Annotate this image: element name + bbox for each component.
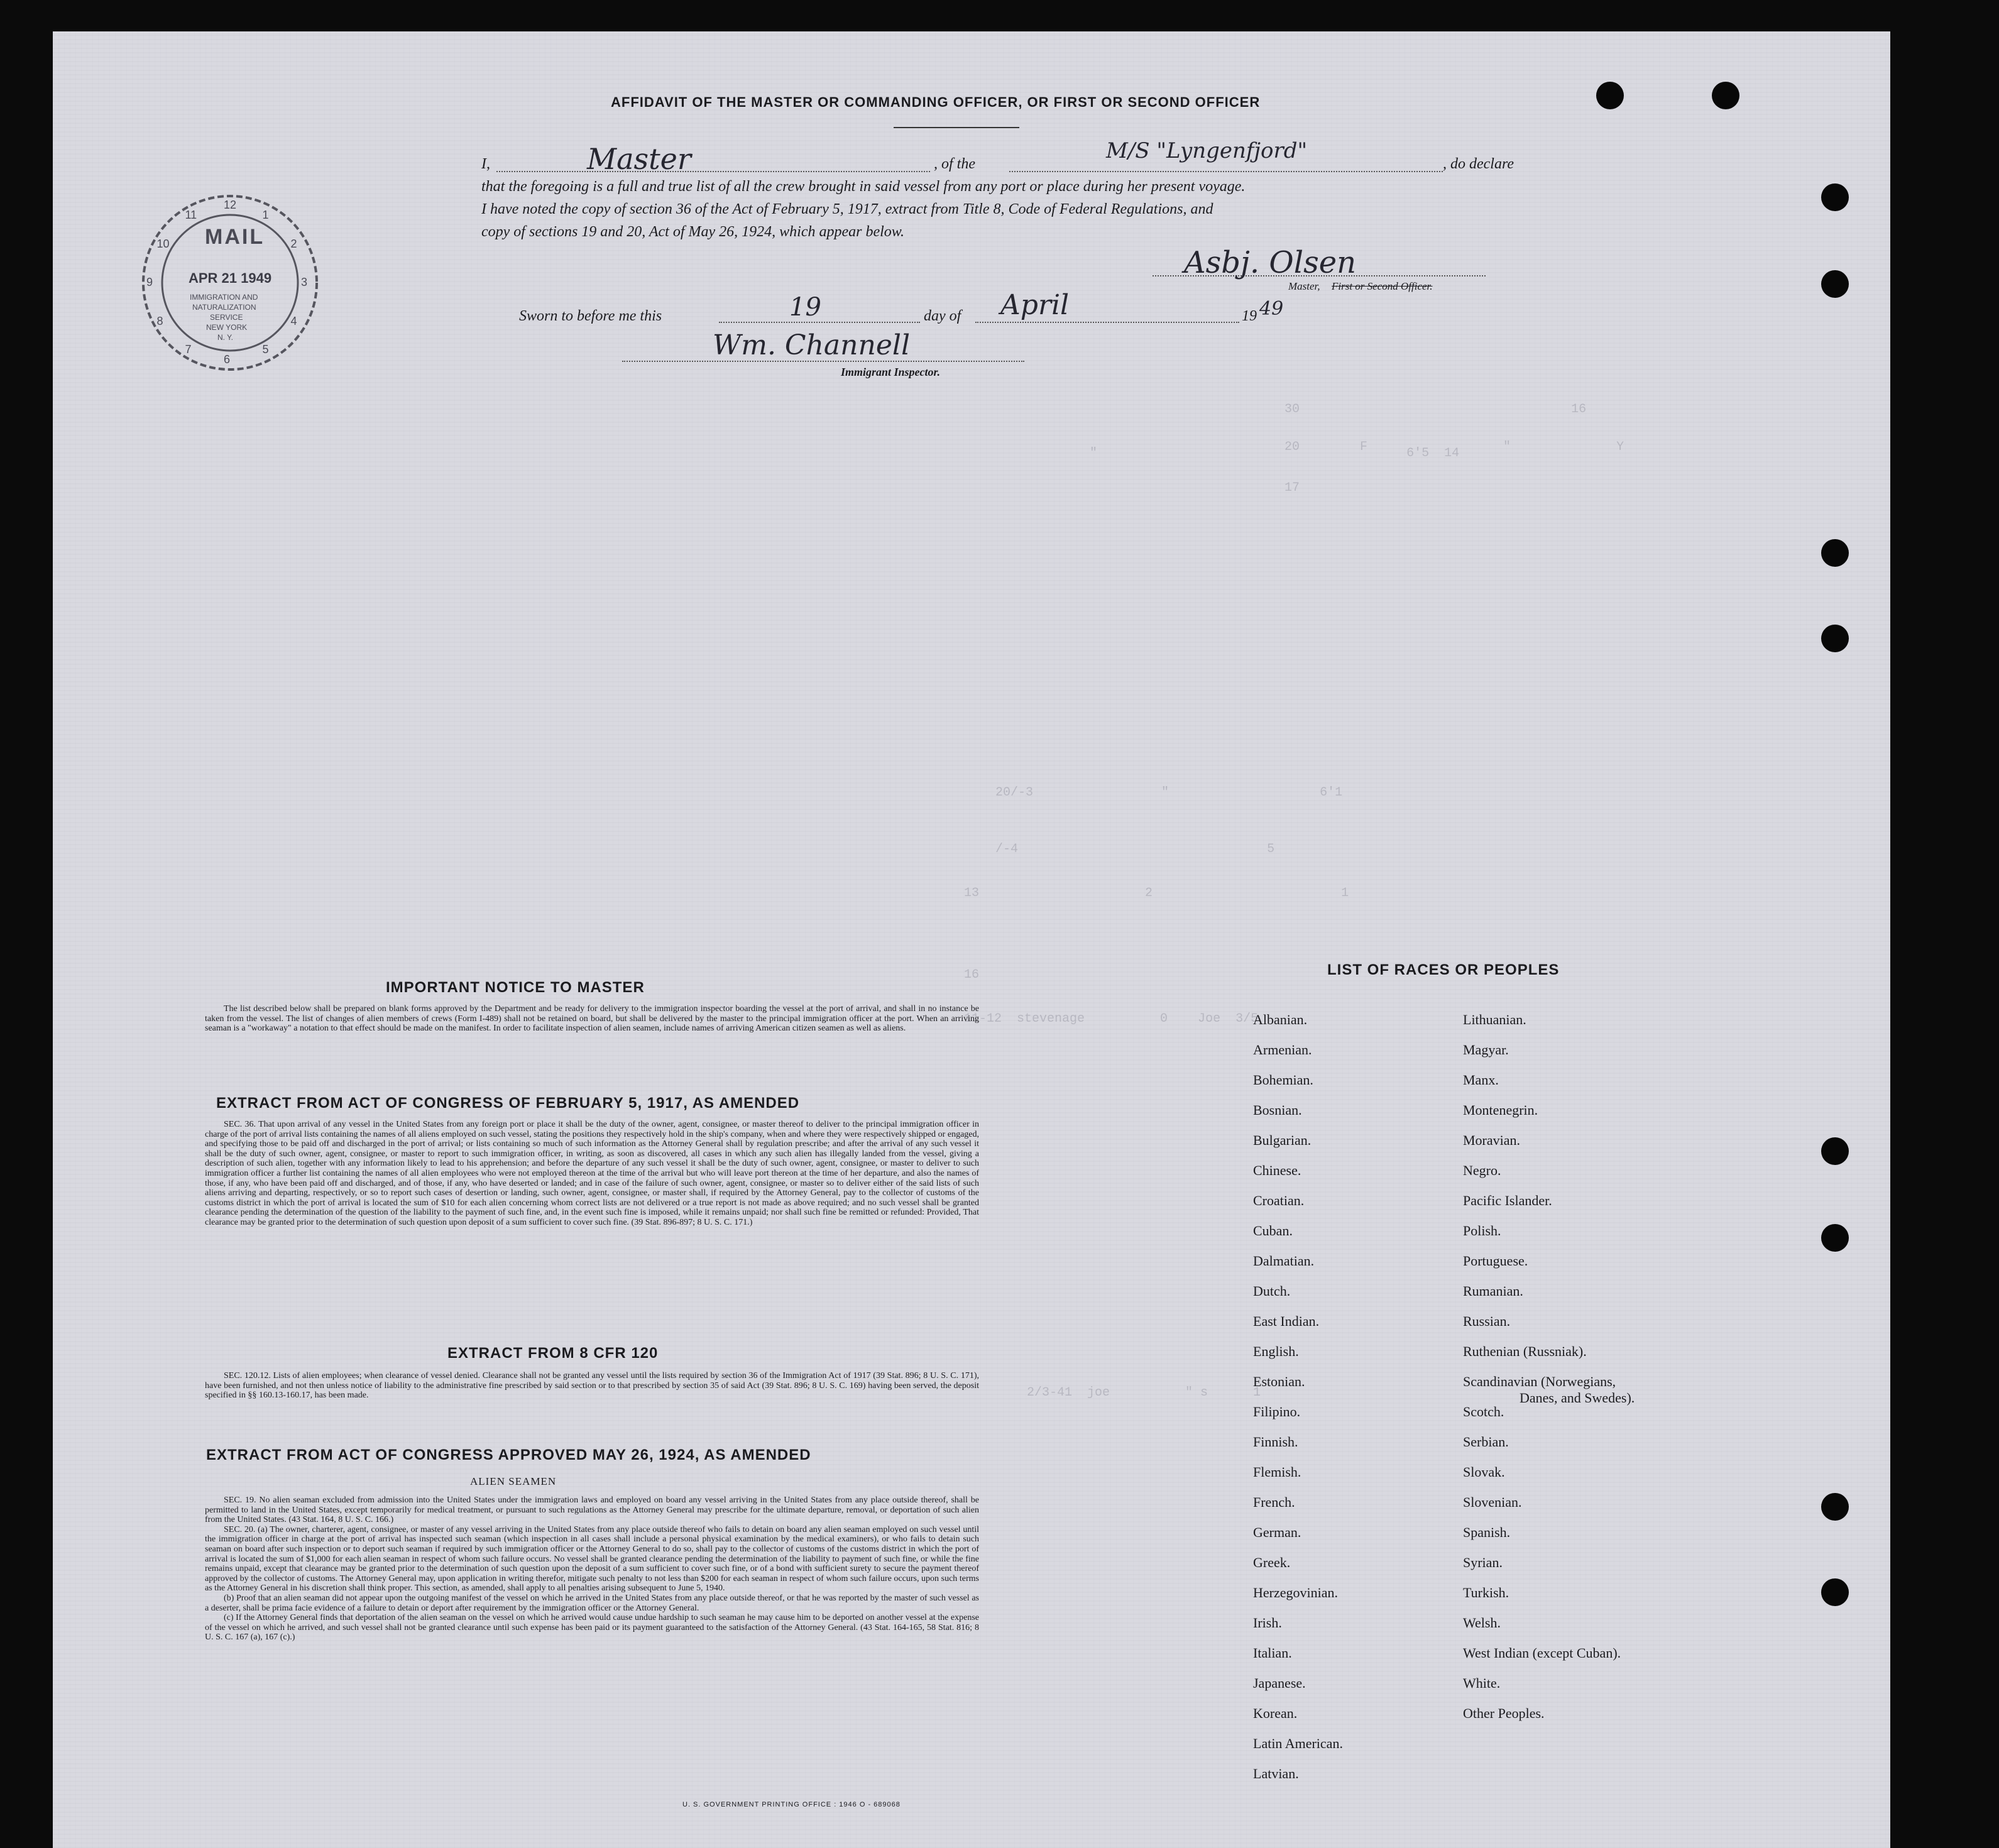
- notice-title: IMPORTANT NOTICE TO MASTER: [386, 979, 645, 996]
- race-item: Moravian.: [1463, 1132, 1521, 1148]
- race-item: Bohemian.: [1253, 1072, 1313, 1088]
- vessel-name-field[interactable]: M/S "Lyngenfjord": [1106, 138, 1308, 163]
- document-page: 30 16 20 F " Y 17 " 6'5 14 20/-3 " 6'1 /-4 5 13 2 1 16 11-12 stevenage 0 Joe 3/5 2/3-41 joe " s 1 AFFIDAVIT OF THE MASTER OR COMMANDING OFFICER, OR FIRST OR SECOND OFFICER I, Master , of the M/S "Lyngenfjord" , do declare that the foregoing is a full and true list of all the crew brought in said vessel from any port or place during her present voyage. I have noted the copy of section 36 of the Act of February 5, 1917, extract from Title 8, Code of Federal Regulations, and copy of sections 19 and 20, Act of May 26, 1924, which appear below. Asbj. Olsen Master, First or Second Officer. Sworn to before me this 19 day of April 19 49 Wm. Channell Immigrant Inspector. MAIL APR 21 1949 IMMIGRATION AND NATURALIZATION SERVICE NEW YORK N. Y. 12 1 2 3 4 5 6 7 8 9 10 11 IMPORTANT NOTICE TO MASTER The list described below shall be prepared on blank forms approved by the Department and be ready for delivery to the immigration inspector boarding the vessel at the port of arrival, and shall in no instance be taken from the vessel. The list of changes of alien members of crews (Form I-489) shall not be retained on board, but shall be delivered by the master to the principal immigration officer at the port. When an arriving seaman is a "workaway" a notation to that effect should be made on the manifest. In order to facilitate inspection of alien seamen, include names of arriving American citizen seamen as well as aliens. EXTRACT FROM ACT OF CONGRESS OF FEBRUARY 5, 1917, AS AMENDED SEC. 36. That upon arrival of any vessel in the United States from any foreign port or place it shall be the duty of the owner, agent, consignee, or master thereof to deliver to the principal immigration officer in charge of the port of arrival lists containing the names of all aliens employed on such vessel, stating the positions they respectively hold in the ship's company, when and where they were respectively shipped or engaged, and specifying those to be paid off and discharged in the port of arrival; or lists containing so much of such information as the Attorney General shall by regulation prescribe; and after the arrival of any such vessel it shall be the duty of such owner, agent, consignee, or master to report to such immigration officer, in writing, as soon as discovered, all cases in which any such alien has illegally landed from the vessel, giving a description of such alien, together with any information likely to lead to his apprehension; and before the departure of any such vessel it shall be the duty of such owner, agent, consignee, or master to deliver to such immigration officer a further list containing the names of all alien employees who were not employed thereon at the time of the arrival but who will leave port thereon at the time of her departure, and also the names of those, if any, who have been paid off and discharged, and of those, if any, who have deserted or landed; and in case of the failure of such owner, agent, consignee, or master so to deliver either of the said lists of such aliens arriving and departing, respectively, or so to report such cases of desertion or landing, such owner, agent, consignee, or master shall, if required by the Attorney General, pay to the collector of customs of the customs district in which the port of arrival is located the sum of $10 for each alien concerning whom correct lists are not delivered or a true report is not made as above required; and no such vessel shall be granted clearance pending the determination of the question of the liability to the payment of such fine, and, in the event such fine is imposed, while it remains unpaid; nor shall such fine be remitted or refunded: Provided, That clearance may be granted prior to the determination of such question upon deposit of a sum sufficient to cover such fine. (39 Stat. 896-897; 8 U. S. C. 171.) EXTRACT FROM 8 CFR 120 SEC. 120.12. Lists of alien employees; when clearance of vessel denied. Clearance shall not be granted any vessel until the lists required by section 36 of the Immigration Act of 1917 (39 Stat. 896; 8 U. S. C. 171), have been furnished, and not then unless notice of liability to the administrative fine prescribed by said section or to that prescribed by section 35 of said Act (39 Stat. 896; 8 U. S. C. 169) having been served, the deposit specified in §§ 160.13-160.17, has been made. EXTRACT FROM ACT OF CONGRESS APPROVED MAY 26, 1924, AS AMENDED ALIEN SEAMEN SEC. 19. No alien seaman excluded from admission into the United States under the immigration laws and employed on board any vessel arriving in the United States from any place outside thereof, shall be permitted to land in the United States, except temporarily for medical treatment, or pursuant to such regulations as the Attorney General may prescribe for the ultimate departure, removal, or deportation of such alien from the United States. (43 Stat. 164, 8 U. S. C. 166.) SEC. 20. (a) The owner, charterer, agent, consignee, or master of any vessel arriving in the United States from any place outside thereof who fails to detain on board any alien seaman employed on such vessel until the immigration officer in charge at the port of arrival has inspected such seaman (which inspection in all cases shall include a personal physical examination by the medical examiners), or who fails to detain such seaman on board after such inspection or to deport such seaman if required by such immigration officer or the Attorney General to do so, shall pay to the collector of customs of the customs district in which the port of arrival is located the sum of $1,000 for each alien seaman in respect of whom such failure occurs. No vessel shall be granted clearance pending the determination of the liability to payment of such fine, or while the fine remains unpaid, except that clearance may be granted prior to the determination of such question upon the deposit of a sum sufficient to cover such fine, or of a bond with sufficient surety to secure the payment thereof approved by the collector of customs. The Attorney General may, upon application in writing therefor, mitigate such penalty to not less than $200 for each seaman in respect of whom such failure occurs, upon such terms as the Attorney General in his discretion shall think proper. This section, as amended, shall apply to all penalties arising subsequent to June 5, 1940. (b) Proof that an alien seaman did not appear upon the outgoing manifest of the vessel on which he arrived in the United States from any place outside thereof, or that he was reported by the master of such vessel as a deserter, shall be prima facie evidence of a failure to detain or deport after requirement by the immigration officer or the Attorney General. (c) If the Attorney General finds that deportation of the alien seaman on the vessel on which he arrived would cause undue hardship to such seaman he may cause him to be deported on another vessel at the expense of the vessel on which he arrived, and such vessel shall not be granted clearance until such expense has been paid or its payment guaranteed to the satisfaction of the Attorney General. (43 Stat. 164-165, 58 Stat. 816; 8 U. S. C. 167 (a), 167 (c).) U. S. GOVERNMENT PRINTING OFFICE : 1946 O - 689068 LIST OF RACES OR PEOPLES Albanian. Armenian. Bohemian. Bosnian. Bulgarian. Chinese. Croatian. Cuban. Dalmatian. Dutch. East Indian. English. Estonian. Filipino. Finnish. Flemish. French. German. Greek. Herzegovinian. Irish. Italian. Japanese. Korean. Latin American. Latvian. Lithuanian. Magyar. Manx. Montenegrin. Moravian. Negro. Pacific Islander. Polish. Portuguese. Rumanian. Russian. Ruthenian (Russniak). Scandinavian (Norwegians, Danes, and Swedes). Scotch. Serbian. Slovak. Slovenian. Spanish. Syrian. Turkish. Welsh. West Indian (except Cuban). White. Other Peoples.: [53, 31, 1890, 1848]
- sworn-day-line: [719, 322, 920, 323]
- race-item: Bulgarian.: [1253, 1132, 1312, 1148]
- master-caption-a: Master,: [1288, 280, 1320, 292]
- stamp-ring-number: 10: [156, 237, 170, 250]
- stamp-ring-number: 7: [185, 342, 192, 356]
- race-item: Montenegrin.: [1463, 1102, 1538, 1118]
- race-item: Scotch.: [1463, 1404, 1504, 1419]
- race-item: Russian.: [1463, 1313, 1511, 1329]
- stamp-text-5: N. Y.: [217, 333, 233, 342]
- stamp-text-3: SERVICE: [210, 313, 243, 322]
- punch-hole: [1821, 270, 1849, 298]
- race-item: Latin American.: [1253, 1736, 1343, 1751]
- declaration-line-3: I have noted the copy of section 36 of the Act of February 5, 1917, extract from Title 8, Code of Federal Regulations, and: [481, 201, 1213, 217]
- race-item: Armenian.: [1253, 1042, 1312, 1058]
- race-item: Slovenian.: [1463, 1494, 1522, 1510]
- race-item: Italian.: [1253, 1645, 1292, 1661]
- vessel-line: [1009, 171, 1443, 172]
- stamp-ring-number: 8: [156, 314, 163, 327]
- sec-20c-paragraph: (c) If the Attorney General finds that deportation of the alien seaman on the vessel on which he arrived would cause undue hardship to such seaman he may cause him to be deported on another vessel at the expense of the vessel on which he arrived, and such vessel shall not be granted clearance until such expense has been paid or its payment guaranteed to the satisfaction of the Attorney General. (43 Stat. 164-165, 58 Stat. 816; 8 U. S. C. 167 (a), 167 (c).): [205, 1613, 979, 1643]
- race-item: West Indian (except Cuban).: [1463, 1645, 1621, 1661]
- races-title: LIST OF RACES OR PEOPLES: [1327, 961, 1560, 978]
- race-item: Slovak.: [1463, 1464, 1505, 1480]
- race-item: Manx.: [1463, 1072, 1499, 1088]
- stamp-ring-number: 11: [185, 209, 197, 222]
- race-item: English.: [1253, 1343, 1299, 1359]
- master-caption-b: First or Second Officer.: [1332, 280, 1433, 292]
- sworn-month-field[interactable]: April: [1000, 289, 1070, 321]
- inspector-caption: Immigrant Inspector.: [841, 366, 941, 378]
- race-item: Greek.: [1253, 1555, 1291, 1570]
- sworn-label: Sworn to before me this: [519, 308, 662, 324]
- mail-received-stamp: [136, 189, 324, 377]
- race-item: Dutch.: [1253, 1283, 1291, 1299]
- day-of-label: day of: [924, 308, 961, 324]
- race-item: Bosnian.: [1253, 1102, 1302, 1118]
- stamp-ring-number: 12: [224, 199, 237, 211]
- race-item: Other Peoples.: [1463, 1705, 1545, 1721]
- race-item: Albanian.: [1253, 1012, 1308, 1027]
- race-item: Turkish.: [1463, 1585, 1509, 1600]
- stamp-date: APR 21 1949: [189, 270, 272, 286]
- race-item: Herzegovinian.: [1253, 1585, 1338, 1600]
- punch-hole: [1821, 539, 1849, 567]
- extract-cfr-body: [205, 1371, 979, 1401]
- race-item: Korean.: [1253, 1705, 1298, 1721]
- stamp-text-1: IMMIGRATION AND: [190, 293, 258, 302]
- stamp-ring-number: 2: [290, 237, 297, 250]
- race-item: Cuban.: [1253, 1223, 1293, 1238]
- stamp-ring-number: 4: [290, 314, 297, 327]
- stamp-text-2: NATURALIZATION: [192, 303, 256, 312]
- title-underline: [894, 127, 1019, 128]
- race-item: East Indian.: [1253, 1313, 1320, 1329]
- race-item: Syrian.: [1463, 1555, 1503, 1570]
- race-item: Polish.: [1463, 1223, 1501, 1238]
- extract-1917-title: EXTRACT FROM ACT OF CONGRESS OF FEBRUARY 5, 1917, AS AMENDED: [216, 1095, 800, 1112]
- race-item: Scandinavian (Norwegians,: [1463, 1374, 1616, 1389]
- stamp-mail-text: MAIL: [205, 225, 265, 249]
- race-item: Negro.: [1463, 1162, 1501, 1178]
- race-item: German.: [1253, 1524, 1301, 1540]
- race-item: Japanese.: [1253, 1675, 1306, 1691]
- race-item: White.: [1463, 1675, 1501, 1691]
- notice-body: [205, 1004, 979, 1034]
- race-item: Welsh.: [1463, 1615, 1501, 1631]
- punch-hole: [1821, 1493, 1849, 1521]
- race-item: Irish.: [1253, 1615, 1282, 1631]
- sworn-month-line: [975, 322, 1239, 323]
- stamp-text-4: NEW YORK: [206, 323, 248, 332]
- year-suffix-field[interactable]: 49: [1259, 298, 1284, 320]
- affidavit-title: AFFIDAVIT OF THE MASTER OR COMMANDING OFFICER, OR FIRST OR SECOND OFFICER: [611, 94, 1261, 110]
- race-item: Latvian.: [1253, 1766, 1299, 1781]
- punch-hole: [1712, 82, 1739, 109]
- race-item: Danes, and Swedes).: [1520, 1390, 1635, 1406]
- race-item: Croatian.: [1253, 1193, 1305, 1208]
- stamp-ring-number: 1: [262, 209, 269, 222]
- sec-19-paragraph: SEC. 19. No alien seaman excluded from admission into the United States under the immigration laws and employed on board any vessel arriving in the United States from any place outside thereof, shall be permitted to land in the United States, except temporarily for medical treatment, or pursuant to such regulations as the Attorney General may prescribe for the ultimate departure, removal, or deportation of such alien from the United States. (43 Stat. 164, 8 U. S. C. 166.): [205, 1495, 979, 1525]
- of-the-label: , of the: [934, 156, 975, 172]
- do-declare-label: , do declare: [1443, 156, 1514, 172]
- race-item: Estonian.: [1253, 1374, 1305, 1389]
- sec-20b-paragraph: (b) Proof that an alien seaman did not appear upon the outgoing manifest of the vessel on which he arrived in the United States from any place outside thereof, or that he was reported by the master of such vessel as a deserter, shall be prima facie evidence of a failure to detain or deport after requirement by the immigration officer or the Attorney General.: [205, 1593, 979, 1613]
- year-prefix: 19: [1242, 308, 1257, 324]
- stamp-ring-number: 6: [224, 353, 231, 366]
- punch-hole: [1821, 1137, 1849, 1165]
- extract-cfr-title: EXTRACT FROM 8 CFR 120: [447, 1345, 659, 1362]
- race-item: Rumanian.: [1463, 1283, 1523, 1299]
- declaration-line-2: that the foregoing is a full and true list of all the crew brought in said vessel from any port or place during her present voyage.: [481, 178, 1246, 195]
- declarant-field[interactable]: Master: [587, 142, 691, 176]
- punch-hole: [1821, 1224, 1849, 1252]
- declarant-line: [496, 171, 930, 172]
- race-item: Lithuanian.: [1463, 1012, 1526, 1027]
- extract-1924-title: EXTRACT FROM ACT OF CONGRESS APPROVED MAY 26, 1924, AS AMENDED: [206, 1446, 811, 1463]
- inspector-signature[interactable]: Wm. Channell: [713, 329, 911, 361]
- sec-36-paragraph: SEC. 36. That upon arrival of any vessel in the United States from any foreign port or place it shall be the duty of the owner, agent, consignee, or master thereof to deliver to the principal immigration officer in charge of the port of arrival lists containing the names of all aliens employed on such vessel, stating the positions they respectively hold in the ship's company, when and where they were respectively shipped or engaged, and specifying those to be paid off and discharged in the port of arrival; or lists containing so much of such information as the Attorney General shall by regulation prescribe; and after the arrival of any such vessel it shall be the duty of such owner, agent, consignee, or master to report to such immigration officer, in writing, as soon as discovered, all cases in which any such alien has illegally landed from the vessel, giving a description of such alien, together with any information likely to lead to his apprehension; and before the departure of any such vessel it shall be the duty of such owner, agent, consignee, or master to deliver to such immigration officer a further list containing the names of all alien employees who were not employed thereon at the time of the arrival but who will leave port thereon at the time of her departure, and also the names of those, if any, who have been paid off and discharged, and of those, if any, who have deserted or landed; and in case of the failure of such owner, agent, consignee, or master so to deliver either of the said lists of such aliens arriving and departing, respectively, or so to report such cases of desertion or landing, such owner, agent, consignee, or master shall, if required by the Attorney General, pay to the collector of customs of the customs district in which the port of arrival is located the sum of $10 for each alien concerning whom correct lists are not delivered or a true report is not made as above required; and no such vessel shall be granted clearance pending the determination of the question of the liability to the payment of such fine, and, in the event such fine is imposed, while it remains unpaid; nor shall such fine be remitted or refunded: Provided, That clearance may be granted prior to the determination of such question upon deposit of a sum sufficient to cover such fine. (39 Stat. 896-897; 8 U. S. C. 171.): [205, 1120, 979, 1227]
- race-item: Pacific Islander.: [1463, 1193, 1552, 1208]
- extract-1924-body: [205, 1495, 979, 1643]
- stamp-ring-number: 9: [146, 276, 153, 288]
- race-item: Chinese.: [1253, 1162, 1301, 1178]
- sworn-day-field[interactable]: 19: [789, 293, 821, 322]
- notice-paragraph: The list described below shall be prepared on blank forms approved by the Department and be ready for delivery to the immigration inspector boarding the vessel at the port of arrival, and shall in no instance be taken from the vessel. The list of changes of alien members of crews (Form I-489) shall not be retained on board, but shall be delivered by the master to the principal immigration officer at the port. When an arriving seaman is a "workaway" a notation to that effect should be made on the manifest. In order to facilitate inspection of alien seamen, include names of arriving American citizen seamen as well as aliens.: [205, 1004, 979, 1034]
- race-item: French.: [1253, 1494, 1295, 1510]
- race-item: Serbian.: [1463, 1434, 1509, 1450]
- extract-1917-body: [205, 1120, 979, 1228]
- punch-hole: [1821, 1578, 1849, 1606]
- declaration-i-label: I,: [481, 156, 490, 172]
- sec-20a-paragraph: SEC. 20. (a) The owner, charterer, agent, consignee, or master of any vessel arriving in the United States from any place outside thereof who fails to detain on board any alien seaman employed on such vessel until the immigration officer in charge at the port of arrival has inspected such seaman (which inspection in all cases shall include a personal physical examination by the medical examiners), or who fails to detain such seaman on board after such inspection or to deport such seaman if required by such immigration officer or the Attorney General to do so, shall pay to the collector of customs of the customs district in which the port of arrival is located the sum of $1,000 for each alien seaman in respect of whom such failure occurs. No vessel shall be granted clearance pending the determination of the liability to payment of such fine, or while the fine remains unpaid, except that clearance may be granted prior to the determination of such question upon the deposit of a sum sufficient to cover such fine, or of a bond with sufficient surety to secure the payment thereof approved by the collector of customs. The Attorney General may, upon application in writing therefor, mitigate such penalty to not less than $200 for each seaman in respect of whom such failure occurs, upon such terms as the Attorney General in his discretion shall think proper. This section, as amended, shall apply to all penalties arising subsequent to June 5, 1940.: [205, 1524, 979, 1594]
- printing-office-line: U. S. GOVERNMENT PRINTING OFFICE : 1946 O - 689068: [682, 1801, 901, 1808]
- stamp-ring-number: 3: [301, 276, 308, 288]
- sec-120-12-paragraph: SEC. 120.12. Lists of alien employees; when clearance of vessel denied. Clearance shall not be granted any vessel until the lists required by section 36 of the Immigration Act of 1917 (39 Stat. 896; 8 U. S. C. 171), have been furnished, and not then unless notice of liability to the administrative fine prescribed by said section or to that prescribed by section 35 of said Act (39 Stat. 896; 8 U. S. C. 169) having been served, the deposit specified in §§ 160.13-160.17, has been made.: [205, 1371, 979, 1401]
- alien-seamen-subtitle: ALIEN SEAMEN: [470, 1475, 557, 1487]
- race-item: Dalmatian.: [1253, 1253, 1315, 1269]
- stamp-ring-number: 5: [262, 342, 269, 356]
- punch-hole: [1821, 625, 1849, 652]
- race-item: Portuguese.: [1463, 1253, 1528, 1269]
- punch-hole: [1596, 82, 1624, 109]
- race-item: Flemish.: [1253, 1464, 1301, 1480]
- race-item: Spanish.: [1463, 1524, 1511, 1540]
- race-item: Finnish.: [1253, 1434, 1298, 1450]
- race-item: Magyar.: [1463, 1042, 1509, 1058]
- declaration-line-4: copy of sections 19 and 20, Act of May 26, 1924, which appear below.: [481, 224, 905, 240]
- master-signature[interactable]: Asbj. Olsen: [1184, 245, 1357, 280]
- race-item: Ruthenian (Russniak).: [1463, 1343, 1587, 1359]
- punch-hole: [1821, 183, 1849, 211]
- race-item: Filipino.: [1253, 1404, 1301, 1419]
